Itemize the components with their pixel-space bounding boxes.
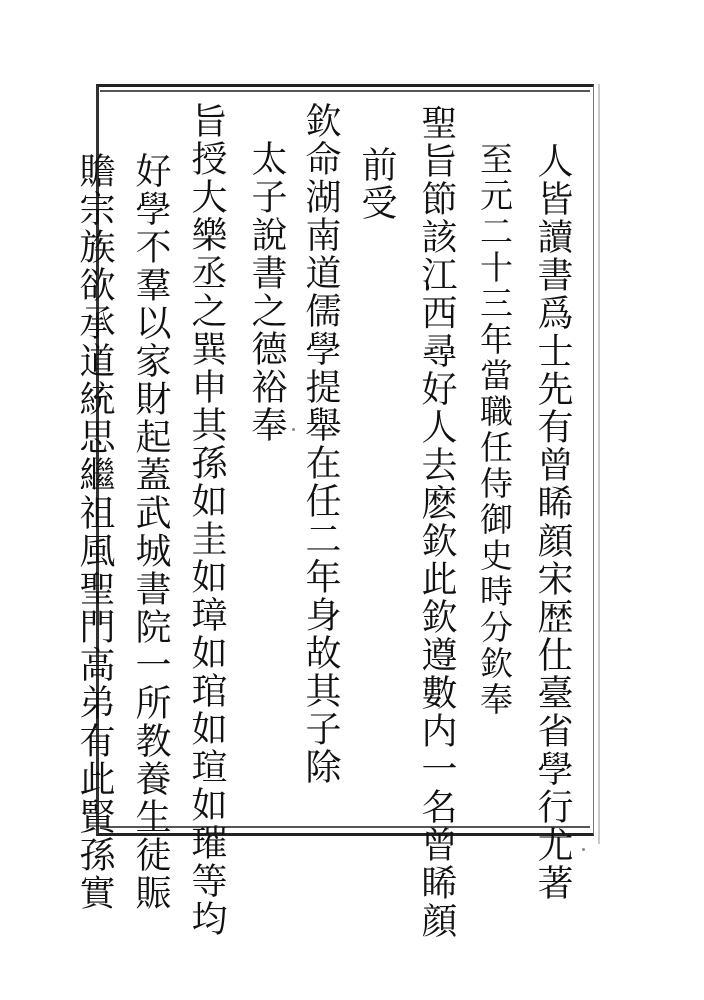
text-column-6: 太子說書之德裕奉 [246,140,287,444]
text-column-2: 至元二十三年當職任侍御史時分欽奉 [475,142,514,718]
page-right-edge [598,84,600,844]
ink-speck [292,428,295,431]
text-column-1: 人皆讀書爲士先有曾睎顔宋歴仕臺省學行尤著 [532,142,573,902]
text-column-8: 好學不羣以家財起蓋武城書院一所教養生徒賑 [130,152,171,912]
border-inner-bottom-rule [100,826,590,828]
text-column-7: 旨授大樂丞之巽申其孫如圭如璋如琯如瑄如璀等均 [186,102,227,938]
text-column-9: 贍宗族欲承道統思繼祖風聖門高弟有此賢孫實 [74,152,115,912]
ink-speck [582,848,585,851]
text-column-3: 聖旨節該江西尋好人去麽欽此欽遵數内一名曾睎顔 [416,104,457,940]
text-column-4: 前受 [356,146,397,222]
border-inner-top-rule [100,90,590,92]
text-column-5: 欽命湖南道儒學提舉在任二年身故其子除 [300,102,341,786]
